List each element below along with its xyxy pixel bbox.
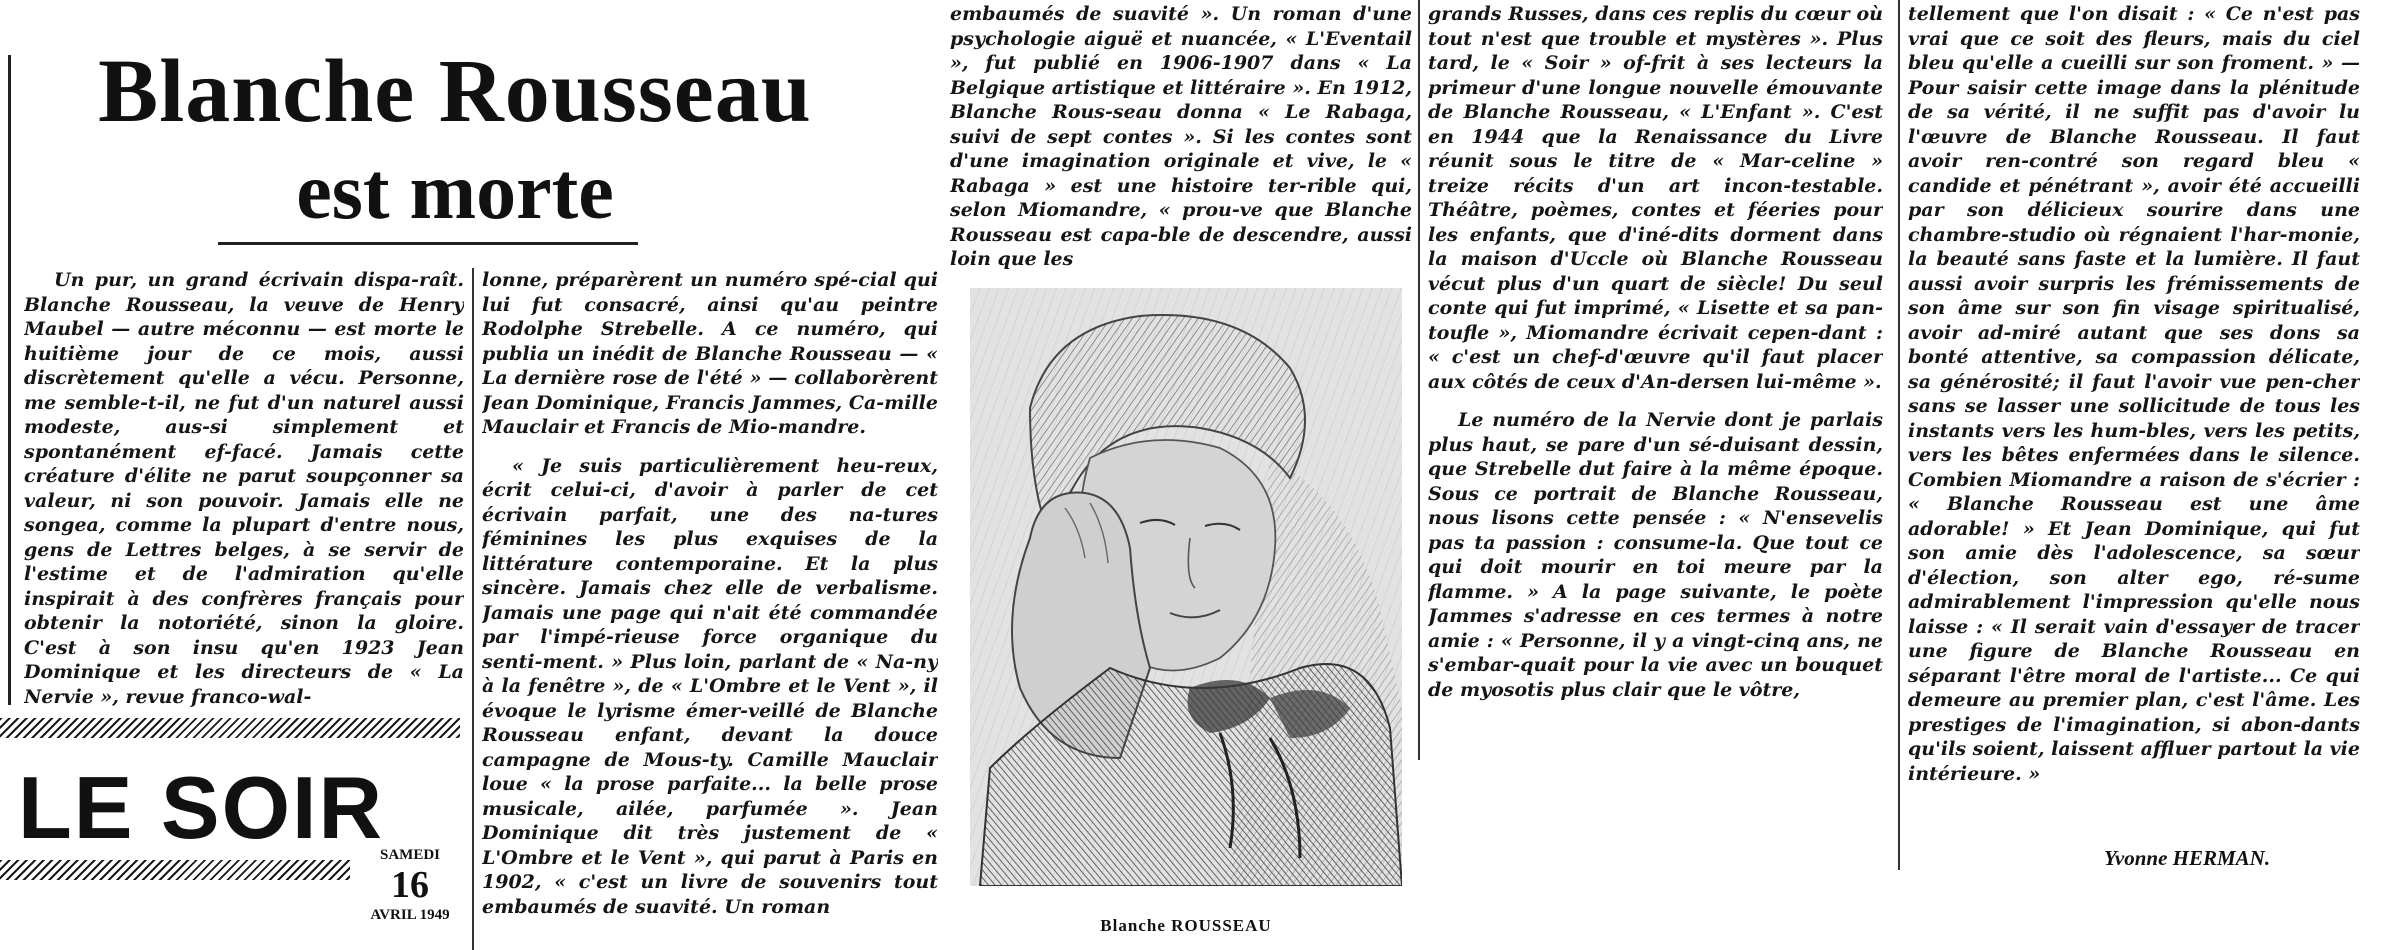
left-column-rule [8,55,11,705]
masthead-hatch-top [0,718,460,738]
paragraph: lonne, préparèrent un numéro spé-cial qui lui fut consacré, ainsi qu'au peintre Rodolphe Strebelle. A ce numéro, qui publia un inédit de Blanche Rousseau — « La dernière rose de l'été » — collaborèrent Jean Dominique, Francis Jammes, Ca-mille Mauclair et Francis de Mio-mandre. [482,269,938,438]
column-divider-4 [1898,0,1900,870]
article-column-1 [24,268,464,708]
day-number: 16 [391,864,429,906]
portrait-drawing [970,288,1402,886]
paragraph: Un pur, un grand écrivain dispa-raît. Blanche Rousseau, la veuve de Henry Maubel — autre méconnu — est morte le huitième jour de ce mois, aussi discrètement qu'elle a vécu. Personne, me semble-t-il, ne fut d'un naturel aussi modeste, aus-si simplement et spontanément ef-facé. Jamais cette créature d'élite ne parut soupçonner sa valeur, ni son pouvoir. Jamais elle ne songea, comme la plupart d'entre nous, gens de Lettres belges, à se servir de l'estime et de l'admiration qu'elle inspirait à des confrères français pour obtenir la notoriété, sinon la gloire. C'est à son insu qu'en 1923 Jean Dominique et les directeurs de « La Nervie », revue franco-wal- [24,269,464,708]
paragraph: « Je suis particulièrement heu-reux, écrit celui-ci, d'avoir à parler de cet écrivain parfait, une des na-tures féminines les plus exquises de la littérature contemporaine. Et la plus sincère. Jamais chez elle de verbalisme. Jamais une page qui n'ait été commandée par l'impé-rieuse force organique du senti-ment. » Plus loin, parlant de « Na-ny à la fenêtre », de « L'Ombre et le Vent », il évoque le lyrisme émer-veillé de Blanche Rousseau enfant, devant la douce campagne de Mous-ty. Camille Mauclair loue « la prose parfaite... la belle prose musicale, ailée, parfumée ». Jean Dominique dit très justement de « L'Ombre et le Vent », qui parut à Paris en 1902, « c'est un livre de souvenirs tout embaumés de suavité. Un roman [482,454,938,918]
headline [20,40,890,240]
headline-line-1: Blanche Rousseau [98,42,812,141]
masthead [0,718,460,950]
newspaper-logo: LE SOIR [18,758,385,857]
paragraph: tellement que l'on disait : « Ce n'est pas vrai que ce soit des fleurs, mais du ciel bleu qu'elle a cueilli sur son froment. » — Pour saisir cette image dans la plénitude de sa vérité, il ne suffit pas d'avoir lu l'œuvre de Blanche Rousseau. Il faut avoir ren-contré son regard bleu « candide et pénétrant », avoir été accueilli par son délicieux sourire dans une chambre-studio où régnaient l'har-monie, la beauté sans faste et la lumière. Il faut aussi avoir surpris les frémissements de son âme sur son fin visage spiritualisé, avoir ad-miré autant que ses dons sa bonté attentive, sa compassion délicate, sa générosité; il faut l'avoir vue pen-cher sans se lasser une sollicitude de tous les instants vers les hum-bles, vers les petits, vers les bêtes enfermées dans le silence. Combien Miomandre a raison de s'écrier : « Blanche Rousseau est une âme adorable! » Et Jean Dominique, qui fut son amie dès l'adolescence, sa sœur d'élection, son alter ego, ré-sume admirablement l'impression qu'elle nous laisse : « Il serait vain d'essayer de tracer une figure de Blanche Rousseau en séparant l'être moral de l'artiste... Ce qui demeure au premier plan, c'est l'âme. Les prestiges de l'imagination, si abon-dants qu'ils soient, laissent affluer partout la vie intérieure. » [1908,3,2360,785]
paragraph: embaumés de suavité ». Un roman d'une psychologie aiguë et nuancée, « L'Eventail », fut publié en 1906-1907 dans « La Belgique artistique et littéraire ». En 1912, Blanche Rous-seau donna « Le Rabaga, suivi de sept contes ». Si les contes sont d'une imagination originale et vive, le « Rabaga » est une histoire ter-rible qui, selon Miomandre, « prou-ve que Blanche Rousseau est capa-ble de descendre, aussi loin que les [950,3,1412,270]
article-column-5 [1908,2,2360,828]
dateline [360,846,460,924]
article-column-2 [482,268,938,950]
column-divider-3 [1418,0,1420,760]
portrait-caption: Blanche ROUSSEAU [1100,916,1272,935]
author-signature: Yvonne HERMAN. [2104,846,2271,870]
paragraph: Le numéro de la Nervie dont je parlais plus haut, se pare d'un sé-duisant dessin, que Strebelle dut faire à la même époque. Sous ce portrait de Blanche Rousseau, nous lisons cette pensée : « N'ensevelis pas ta passion : consume-la. Que tout ce qui doit mourir en toi meure par la flamme. » A la page suivante, le poète Jammes s'adresse en ces termes à notre amie : « Personne, il y a vingt-cinq ans, ne s'embar-quait pour la vie avec un bouquet de myosotis plus clair que le vôtre, [1428,409,1883,701]
month-year: AVRIL 1949 [370,907,450,923]
masthead-hatch-bottom [0,860,350,880]
article-column-4 [1428,2,1883,758]
weekday: SAMEDI [379,847,440,863]
article-column-3 [950,2,1412,272]
column-divider-1 [472,268,474,950]
paragraph: grands Russes, dans ces replis du cœur où tout n'est que trouble et mystères ». Plus tard, le « Soir » of-frit à ses lecteurs la primeur d'une longue nouvelle émouvante de Blanche Rousseau, « L'Enfant ». C'est en 1944 que la Renaissance du Livre réunit sous le titre de « Mar-celine » treize récits d'un art incon-testable. Théâtre, poèmes, contes et féeries pour les enfants, que d'iné-dits dorment dans la maison d'Uccle où Blanche Rousseau vécut plus d'un quart de siècle! Du seul conte qui fut imprimé, « Lisette et sa pan-toufle », Miomandre écrivait cepen-dant : « c'est un chef-d'œuvre qu'il faut placer aux côtés de ceux d'An-dersen lui-même ». [1428,3,1883,393]
headline-line-2: est morte [296,148,614,236]
headline-underline [218,242,638,245]
